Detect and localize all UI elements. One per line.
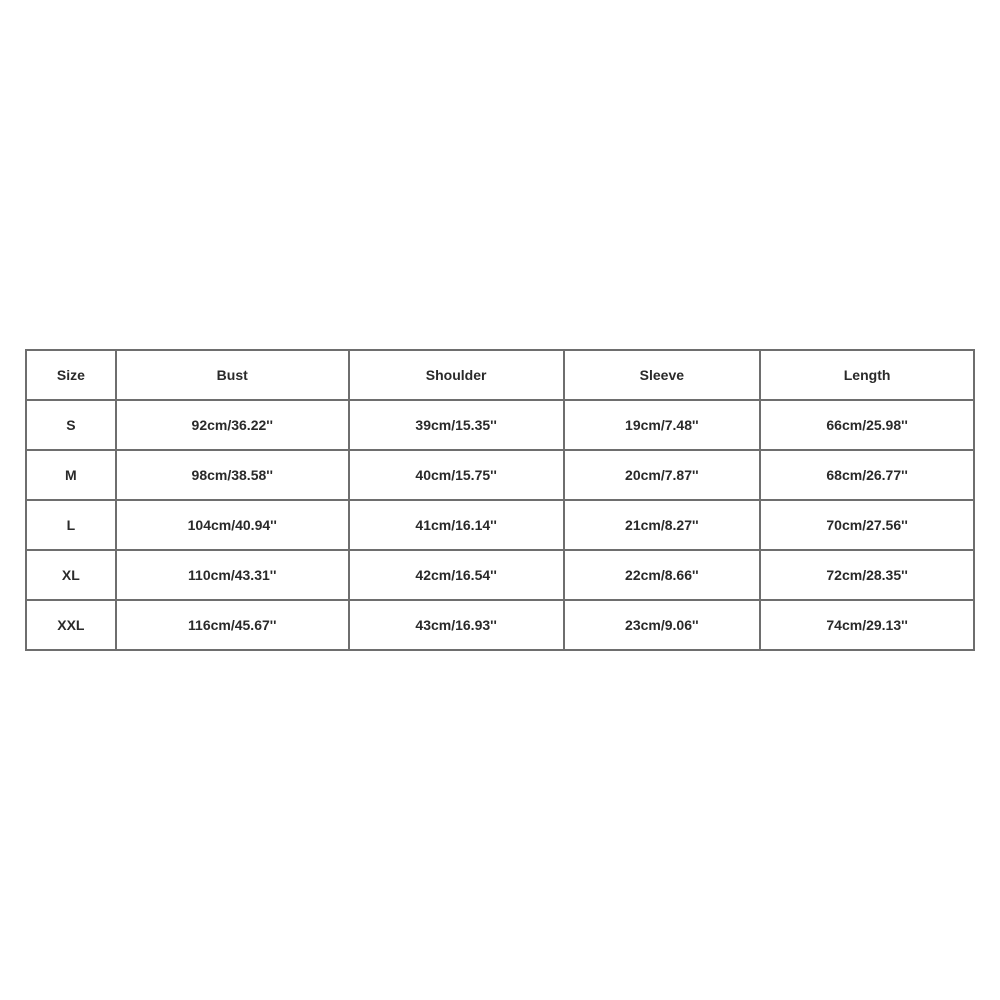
table-row xyxy=(26,550,974,600)
length-cell: 74cm/29.13'' xyxy=(760,600,974,650)
header-sleeve: Sleeve xyxy=(564,350,761,400)
table-row xyxy=(26,450,974,500)
shoulder-cell: 39cm/15.35'' xyxy=(349,400,564,450)
size-cell: L xyxy=(26,500,116,550)
header-size: Size xyxy=(26,350,116,400)
header-shoulder: Shoulder xyxy=(349,350,564,400)
bust-cell: 98cm/38.58'' xyxy=(116,450,349,500)
bust-cell: 104cm/40.94'' xyxy=(116,500,349,550)
table-row xyxy=(26,400,974,450)
sleeve-cell: 20cm/7.87'' xyxy=(564,450,761,500)
shoulder-cell: 43cm/16.93'' xyxy=(349,600,564,650)
header-bust: Bust xyxy=(116,350,349,400)
size-cell: XXL xyxy=(26,600,116,650)
length-cell: 66cm/25.98'' xyxy=(760,400,974,450)
table-row xyxy=(26,500,974,550)
bust-cell: 92cm/36.22'' xyxy=(116,400,349,450)
header-length: Length xyxy=(760,350,974,400)
length-cell: 68cm/26.77'' xyxy=(760,450,974,500)
length-cell: 70cm/27.56'' xyxy=(760,500,974,550)
bust-cell: 116cm/45.67'' xyxy=(116,600,349,650)
sleeve-cell: 22cm/8.66'' xyxy=(564,550,761,600)
bust-cell: 110cm/43.31'' xyxy=(116,550,349,600)
shoulder-cell: 42cm/16.54'' xyxy=(349,550,564,600)
length-cell: 72cm/28.35'' xyxy=(760,550,974,600)
size-chart-table xyxy=(25,349,975,651)
shoulder-cell: 40cm/15.75'' xyxy=(349,450,564,500)
table-row xyxy=(26,600,974,650)
size-cell: S xyxy=(26,400,116,450)
size-cell: XL xyxy=(26,550,116,600)
sleeve-cell: 23cm/9.06'' xyxy=(564,600,761,650)
sleeve-cell: 21cm/8.27'' xyxy=(564,500,761,550)
table-header-row xyxy=(26,350,974,400)
size-cell: M xyxy=(26,450,116,500)
sleeve-cell: 19cm/7.48'' xyxy=(564,400,761,450)
shoulder-cell: 41cm/16.14'' xyxy=(349,500,564,550)
